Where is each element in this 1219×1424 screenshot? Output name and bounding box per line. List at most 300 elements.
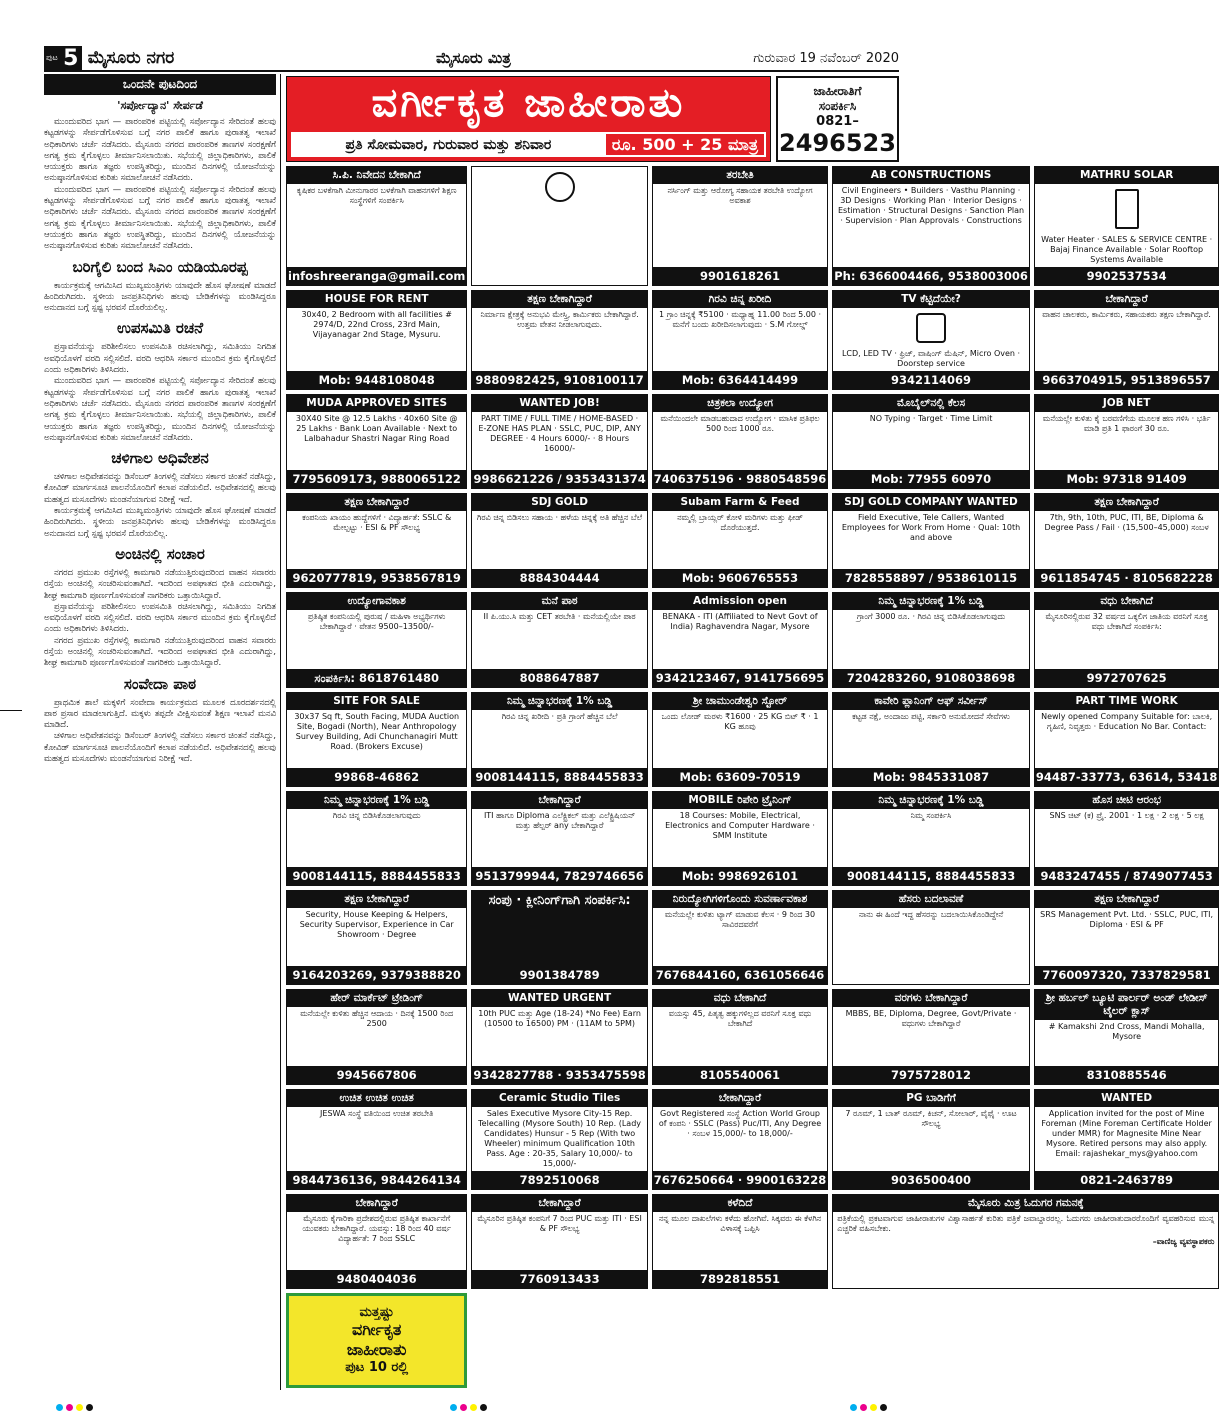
left-news-column [44, 74, 276, 1390]
classified-ad [652, 290, 828, 390]
ad-phone: 8105540061 [653, 1066, 827, 1084]
ad-phone: 7892510068 [472, 1171, 646, 1189]
ad-phone: 9164203269, 9379388820 [287, 966, 466, 984]
ad-text: JESWA ಸಂಸ್ಥೆ ವತಿಯಿಂದ ಉಚಿತ ತರಬೇತಿ [320, 1108, 434, 1118]
classified-ad [471, 989, 647, 1084]
ad-body [1035, 908, 1219, 966]
article-text: ಮುಂದುವರಿದ ಭಾಗ — ಪಾರಂಪರಿಕ ಪಟ್ಟಿಯಲ್ಲಿ ಸರ್ಪೋದ್ಯಾನ ಸೇರಿದಂತೆ ಹಲವು ಕಟ್ಟಡಗಳನ್ನು ಸೇರ್ಪಡೆಗೊಳಿಸುವ ಬಗ್ಗೆ ನಗರ ಪಾಲಿಕೆ ಹಾಗೂ ಪುರಾತತ್ವ ಇಲಾಖೆ ಅಧಿಕಾರಿಗಳು ಚರ್ಚೆ ನಡೆಸಿದರು. ಮೈಸೂರು ನಗರದ ಪಾರಂಪರಿಕ ತಾಣಗಳ ಸಂರಕ್ಷಣೆಗೆ ಅಗತ್ಯ ಕ್ರಮ ಕೈಗೊಳ್ಳಲು ತೀರ್ಮಾನಿಸಲಾಯಿತು. ಸಭೆಯಲ್ಲಿ ಜಿಲ್ಲಾಧಿಕಾರಿಗಳು, ಪಾಲಿಕೆ ಆಯುಕ್ತರು ಹಾಗೂ ತಜ್ಞರು ಉಪಸ್ಥಿತರಿದ್ದು, ಮುಂದಿನ ದಿನಗಳಲ್ಲಿ ಯೋಜನೆಯನ್ನು ಅನುಷ್ಠಾನಗೊಳಿಸುವ ಕುರಿತು ಸಮಾಲೋಚನೆ ನಡೆಸಿದರು. [44, 183, 276, 251]
ad-heading: ಸಿ.ಪಿ. ನಿವೇದನ ಬೇಕಾಗಿದೆ [287, 167, 466, 184]
registration-marks-right [850, 1404, 887, 1412]
promo-line: ವರ್ಗೀಕೃತ [351, 1320, 402, 1340]
schedule-strip [291, 132, 766, 157]
ad-text: ಕೃಷಿಕರ ಬಳಕೆಗಾಗಿ ಮೀನುಗಾರರ ಬಳಕೆಗಾಗಿ ವಾಹನಗಳಿಗೆ ಶಿಕ್ಷಣ ಸಂಸ್ಥೆಗಳಿಗೆ ಸಂಪರ್ಕಿಸಿ [296, 186, 457, 205]
ad-body [833, 511, 1029, 569]
ad-text: ನರ್ಸಿಂಗ್ ಮತ್ತು ಆರೋಗ್ಯ ಸಹಾಯಕ ತರಬೇತಿ ಉದ್ಯೋಗ ಅವಕಾಶ [667, 186, 813, 205]
classified-ad [652, 1089, 828, 1190]
classified-title: ವರ್ಗೀಕೃತ ಜಾಹೀರಾತು [371, 80, 686, 126]
classified-ad [471, 493, 647, 588]
ad-body [472, 809, 646, 867]
classified-ad [471, 791, 647, 886]
ad-heading: ತಕ್ಷಣ ಬೇಕಾಗಿದ್ದಾರೆ [1035, 891, 1219, 908]
ad-body [287, 809, 466, 867]
ad-body [287, 908, 466, 966]
ad-text: ಮೈಸೂರು ಕೈಗಾರಿಕಾ ಪ್ರದೇಶದಲ್ಲಿರುವ ಪ್ರತಿಷ್ಠಿತ ಕಾರ್ಖಾನೆಗೆ ಯುವಕರು ಬೇಕಾಗಿದ್ದಾರೆ. ಯವಸ್ಸು: 18 ರಿಂದ 40 ವರ್ಷ ವಿದ್ಯಾರ್ಹತೆ: 7 ರಿಂದ SSLC [302, 1213, 451, 1243]
black-dot [480, 1404, 487, 1411]
ad-body [833, 1107, 1029, 1171]
ad-phone: Mob: 9986926101 [653, 867, 827, 885]
ad-phone: 9513799944, 7829746656 [472, 867, 646, 885]
ad-phone: 7406375196 · 9880548596 [653, 472, 827, 487]
classified-ad [832, 890, 1030, 985]
classified-ad [471, 1194, 647, 1289]
masthead-rule [44, 70, 899, 72]
ad-text: ಮನೆಯಿಂದಲೇ ಮಾಡಬಹುದಾದ ಉದ್ಯೋಗ · ಮಾಸಿಕ ಪ್ರತಿಫಲ 500 ರಿಂದ 1000 ರೂ. [660, 414, 820, 433]
ad-text: ಪ್ರತಿಷ್ಠಿತ ಕಂಪನಿಯಲ್ಲಿ ಪುರುಷ / ಮಹಿಳಾ ಅಭ್ಯರ್ಥಿಗಳು ಬೇಕಾಗಿದ್ದಾರೆ · ವೇತನ 9500–13500/- [307, 612, 446, 632]
ad-body [1035, 1107, 1219, 1171]
fan-icon [545, 172, 575, 202]
ad-body [472, 1212, 646, 1270]
ad-phone: 9902537534 [1035, 267, 1219, 285]
notice-text: ಪತ್ರಿಕೆಯಲ್ಲಿ ಪ್ರಕಟವಾಗುವ ಜಾಹೀರಾತುಗಳ ವಿಶ್ವಾಸಾರ್ಹತೆ ಕುರಿತು ಪತ್ರಿಕೆ ಜವಾಬ್ದಾರರಲ್ಲ. ಓದುಗರು ಜಾಹೀರಾತುದಾರರೊಂದಿಗೆ ವ್ಯವಹರಿಸುವ ಮುನ್ನ ಎಚ್ಚರಿಕೆ ವಹಿಸಬೇಕು. [837, 1213, 1215, 1233]
headline: ಚಳಿಗಾಲ ಅಧಿವೇಶನ [111, 449, 209, 468]
paper-name: ಮೈಸೂರು ಮಿತ್ರ [435, 49, 511, 67]
classified-ad [832, 1089, 1030, 1190]
ad-phone: 9901618261 [653, 267, 827, 285]
ad-heading: WANTED URGENT [472, 990, 646, 1007]
ad-body [833, 308, 1029, 371]
ad-phone: Mob: 9845331087 [833, 768, 1029, 786]
classified-ad [471, 692, 647, 787]
cyan-dot [450, 1404, 457, 1411]
classified-ad [286, 394, 467, 489]
headline: ಬರಿಗೈಲಿ ಬಂದ ಸಿಎಂ ಯಡಿಯೂರಪ್ಪ [72, 257, 248, 276]
article-text: ಮುಂದುವರಿದ ಭಾಗ — ಪಾರಂಪರಿಕ ಪಟ್ಟಿಯಲ್ಲಿ ಸರ್ಪೋದ್ಯಾನ ಸೇರಿದಂತೆ ಹಲವು ಕಟ್ಟಡಗಳನ್ನು ಸೇರ್ಪಡೆಗೊಳಿಸುವ ಬಗ್ಗೆ ನಗರ ಪಾಲಿಕೆ ಹಾಗೂ ಪುರಾತತ್ವ ಇಲಾಖೆ ಅಧಿಕಾರಿಗಳು ಚರ್ಚೆ ನಡೆಸಿದರು. ಮೈಸೂರು ನಗರದ ಪಾರಂಪರಿಕ ತಾಣಗಳ ಸಂರಕ್ಷಣೆಗೆ ಅಗತ್ಯ ಕ್ರಮ ಕೈಗೊಳ್ಳಲು ತೀರ್ಮಾನಿಸಲಾಯಿತು. ಸಭೆಯಲ್ಲಿ ಜಿಲ್ಲಾಧಿಕಾರಿಗಳು, ಪಾಲಿಕೆ ಆಯುಕ್ತರು ಹಾಗೂ ತಜ್ಞರು ಉಪಸ್ಥಿತರಿದ್ದು, ಮುಂದಿನ ದಿನಗಳಲ್ಲಿ ಯೋಜನೆಯನ್ನು ಅನುಷ್ಠಾನಗೊಳಿಸುವ ಕುರಿತು ಸಮಾಲೋಚನೆ ನಡೆಸಿದರು. [44, 375, 276, 442]
ad-phone: 9880982425, 9108100117 [472, 371, 646, 389]
registration-marks-center [450, 1404, 487, 1412]
ad-body [287, 710, 466, 768]
classified-ad [286, 1194, 467, 1289]
ad-heading: ಬೇಕಾಗಿದ್ದಾರೆ [287, 1195, 466, 1212]
classified-ad [652, 1194, 828, 1289]
ad-text: ನಾನು ಈ ಹಿಂದೆ ಇದ್ದ ಹೆಸರನ್ನು ಬದಲಾಯಿಸಿಕೊಂಡಿದ್ದೇನೆ [858, 910, 1004, 920]
ad-heading: SDJ GOLD [472, 494, 646, 511]
ad-text: # Kamakshi 2nd Cross, Mandi Mohalla, Mysore [1048, 1022, 1205, 1042]
ad-phone: 9008144115, 8884455833 [287, 867, 466, 885]
promo-line: ಪುಟ 10 ರಲ್ಲಿ [345, 1360, 409, 1376]
headline: ಅಂಚಿನಲ್ಲಿ ಸಂಚಾರ [115, 544, 205, 563]
ad-heading: ತರಬೇತಿ [653, 167, 827, 184]
ad-heading: ಶ್ರೀ ಚಾಮುಂಡೇಶ್ವರಿ ಸ್ಟೋರ್ [653, 693, 827, 710]
ad-text: Security, House Keeping & Helpers, Security Supervisor, Experience in Car Showroom · Degree [299, 910, 454, 940]
ad-body [287, 511, 466, 569]
ad-phone: 9986621226 / 9353431374 [473, 472, 646, 487]
masthead [44, 46, 899, 70]
ad-phone: 8310885546 [1035, 1066, 1219, 1084]
ad-phone: 9483247455 / 8749077453 [1035, 867, 1219, 885]
ad-heading: ಬೇಕಾಗಿದ್ದಾರೆ [472, 1195, 646, 1212]
publish-days: ಪ್ರತಿ ಸೋಮವಾರ, ಗುರುವಾರ ಮತ್ತು ಶನಿವಾರ [345, 136, 552, 153]
classified-ad [286, 166, 467, 286]
ad-phone: 99868-46862 [287, 768, 466, 786]
section-name: ಮೈಸೂರು ನಗರ [87, 48, 175, 68]
article-text: ಮುಂದುವರಿದ ಭಾಗ — ಪಾರಂಪರಿಕ ಪಟ್ಟಿಯಲ್ಲಿ ಸರ್ಪೋದ್ಯಾನ ಸೇರಿದಂತೆ ಹಲವು ಕಟ್ಟಡಗಳನ್ನು ಸೇರ್ಪಡೆಗೊಳಿಸುವ ಬಗ್ಗೆ ನಗರ ಪಾಲಿಕೆ ಹಾಗೂ ಪುರಾತತ್ವ ಇಲಾಖೆ ಅಧಿಕಾರಿಗಳು ಚರ್ಚೆ ನಡೆಸಿದರು. ಮೈಸೂರು ನಗರದ ಪಾರಂಪರಿಕ ತಾಣಗಳ ಸಂರಕ್ಷಣೆಗೆ ಅಗತ್ಯ ಕ್ರಮ ಕೈಗೊಳ್ಳಲು ತೀರ್ಮಾನಿಸಲಾಯಿತು. ಸಭೆಯಲ್ಲಿ ಜಿಲ್ಲಾಧಿಕಾರಿಗಳು, ಪಾಲಿಕೆ ಆಯುಕ್ತರು ಹಾಗೂ ತಜ್ಞರು ಉಪಸ್ಥಿತರಿದ್ದು, ಮುಂದಿನ ದಿನಗಳಲ್ಲಿ ಯೋಜನೆಯನ್ನು ಅನುಷ್ಠಾನಗೊಳಿಸುವ ಕುರಿತು ಸಮಾಲೋಚನೆ ನಡೆಸಿದರು. [44, 116, 276, 183]
ad-body [653, 610, 827, 668]
ad-text: 7 ರೂಮ್, 1 ಬಾತ್ ರೂಮ್, ಕಿಚನ್, ಸೋಲಾರ್, ವೈಫೈ · ಊಟ ಸೌಲಭ್ಯ [845, 1108, 1017, 1128]
ad-phone: 9663704915, 9513896557 [1035, 371, 1219, 389]
promo-line: ಜಾಹೀರಾತು [346, 1340, 407, 1360]
ad-text: ಕಟ್ಟಡ ನಕ್ಷೆ, ಅಂದಾಜು ಪಟ್ಟಿ, ಸರ್ಕಾರಿ ಅನುಮೋದನೆ ಸೇವೆಗಳು [852, 711, 1010, 721]
ad-text: 10th PUC ಮತ್ತು Age (18-24) *No Fee) Earn (10500 to 16500) PM · (11AM to 5PM) [478, 1009, 641, 1029]
ad-heading: ಬೇಕಾಗಿದ್ದಾರೆ [653, 1090, 827, 1107]
article-text: ನಗರದ ಪ್ರಮುಖ ರಸ್ತೆಗಳಲ್ಲಿ ಕಾಮಗಾರಿ ನಡೆಯುತ್ತಿರುವುದರಿಂದ ವಾಹನ ಸವಾರರು ರಸ್ತೆಯ ಅಂಚಿನಲ್ಲಿ ಸಂಚರಿಸುವಂತಾಗಿದೆ. ಇದರಿಂದ ಅಪಘಾತದ ಭೀತಿ ಎದುರಾಗಿದ್ದು, ಶೀಘ್ರ ಕಾಮಗಾರಿ ಪೂರ್ಣಗೊಳಿಸುವಂತೆ ನಾಗರಿಕರು ಒತ್ತಾಯಿಸಿದ್ದಾರೆ. [44, 634, 276, 668]
ad-heading: MUDA APPROVED SITES [287, 395, 466, 412]
ad-body [472, 308, 646, 371]
ad-text: ವಾಹನ ಚಾಲಕರು, ಕಾರ್ಮಿಕರು, ಸಹಾಯಕರು ತಕ್ಷಣ ಬೇಕಾಗಿದ್ದಾರೆ. [1042, 310, 1211, 319]
column-divider [280, 74, 281, 1390]
ad-text: ನಮ್ಮಲ್ಲಿ ಬ್ರಾಯ್ಲರ್ ಕೋಳಿ ಮರಿಗಳು ಮತ್ತು ಫೀಡ್ ದೊರೆಯುತ್ತದೆ. [677, 513, 803, 533]
tv-icon [916, 313, 946, 343]
ad-heading: Admission open [653, 593, 827, 610]
ad-heading: ಶ್ರೀ ಹರ್ಬಲ್ ಬ್ಯೂಟಿ ಪಾರ್ಲರ್ ಅಂಡ್ ಲೇಡೀಸ್ ಟೈಲರ್ ಕ್ಲಾಸ್ [1035, 990, 1219, 1020]
ad-body [472, 710, 646, 768]
ad-heading: ಹೆಸರು ಬದಲಾವಣೆ [833, 891, 1029, 908]
ad-heading: SITE FOR SALE [287, 693, 466, 710]
article-text: ಕಾರ್ಯಕ್ರಮಕ್ಕೆ ಆಗಮಿಸಿದ ಮುಖ್ಯಮಂತ್ರಿಗಳು ಯಾವುದೇ ಹೊಸ ಘೋಷಣೆ ಮಾಡದೆ ಹಿಂದಿರುಗಿದರು. ಸ್ಥಳೀಯ ಜನಪ್ರತಿನಿಧಿಗಳು ಹಲವು ಬೇಡಿಕೆಗಳನ್ನು ಮಂಡಿಸಿದ್ದರೂ ಅನುದಾನದ ಬಗ್ಗೆ ಸ್ಪಷ್ಟ ಭರವಸೆ ದೊರೆಯಲಿಲ್ಲ. [44, 279, 276, 313]
ad-phone: 9945667806 [287, 1066, 466, 1084]
ad-heading: ಗಿರವಿ ಚಿನ್ನ ಖರೀದಿ [653, 291, 827, 308]
ad-body [1035, 511, 1219, 569]
ad-phone: Mob: 97318 91409 [1035, 470, 1219, 488]
ad-body [1035, 184, 1219, 267]
ad-text: ಮೈಸೂರಿನ ಪ್ರತಿಷ್ಠಿತ ಕಂಪನಿಗೆ 7 ರಿಂದ PUC ಮತ್ತು ITI · ESI & PF ಸೌಲಭ್ಯ [477, 1213, 642, 1233]
ad-heading: JOB NET [1035, 395, 1219, 412]
ad-heading: ವಧು ಬೇಕಾಗಿದೆ [1035, 593, 1219, 610]
classified-ad [286, 692, 467, 787]
ad-body [653, 412, 827, 470]
ad-text: II ಪಿ.ಯು.ಸಿ ಮತ್ತು CET ತರಬೇತಿ · ಮನೆಯಲ್ಲಿಯೇ ಪಾಠ [483, 612, 636, 622]
ad-phone: 7676844160, 6361056646 [653, 966, 827, 984]
classified-ad [471, 290, 647, 390]
article-text: ಪ್ರಸ್ತಾವನೆಯನ್ನು ಪರಿಶೀಲಿಸಲು ಉಪಸಮಿತಿ ರಚಿಸಲಾಗಿದ್ದು, ಸಮಿತಿಯು ನಿಗದಿತ ಅವಧಿಯೊಳಗೆ ವರದಿ ಸಲ್ಲಿಸಲಿದೆ. ವರದಿ ಆಧರಿಸಿ ಸರ್ಕಾರ ಮುಂದಿನ ಕ್ರಮ ಕೈಗೊಳ್ಳಲಿದೆ ಎಂದು ಅಧಿಕಾರಿಗಳು ತಿಳಿಸಿದರು. [44, 341, 276, 375]
classified-ad [286, 493, 467, 588]
ad-text: ITI ಹಾಗೂ Diploma ಎಲೆಕ್ಟ್ರಿಕಲ್ ಮತ್ತು ಎಲೆಕ್ಟ್ರಿಷಿಯನ್ ಮತ್ತು ಹೆಲ್ಪರ್ any ಬೇಕಾಗಿದ್ದಾರೆ [483, 810, 636, 830]
ad-heading: ಮೊಬೈಲ್‌ನಲ್ಲಿ ಕೆಲಸ [833, 395, 1029, 412]
ad-body [833, 908, 1029, 984]
classified-ad [1034, 989, 1219, 1084]
ad-text: BENAKA - ITI (Affiliated to Nevt Govt of India) Raghavendra Nagar, Mysore [662, 612, 818, 632]
classified-ad [1034, 791, 1219, 886]
ad-heading: TV ಕೆಟ್ಟಿದೆಯೇ? [833, 291, 1029, 308]
ad-phone: 9901384789 [472, 966, 646, 984]
ad-phone: 9844736136, 9844264134 [287, 1171, 466, 1189]
ad-phone: Mob: 6364414499 [653, 371, 827, 389]
ad-text: 30X40 Site @ 12.5 Lakhs · 40x60 Site @ 25 Lakhs · Bank Loan Available · Next to Lalbahadur Shastri Nagar Ring Road [295, 414, 458, 443]
page-tag [44, 46, 82, 70]
ad-text: ಗ್ರಾಂಗೆ 3000 ರೂ. · ಗಿರವಿ ಚಿನ್ನ ಬಿಡಿಸಿಕೊಡಲಾಗುವುದು [856, 612, 1006, 622]
classified-ad [832, 493, 1030, 588]
ad-body [287, 610, 466, 668]
classified-ad [652, 394, 828, 489]
ad-text: PART TIME / FULL TIME / HOME-BASED · E-ZONE HAS PLAN · SSLC, PUC, DIP, ANY DEGREE · 4 Hours 6000/- · 8 Hours 16000/- [478, 414, 641, 453]
magenta-dot [860, 1404, 867, 1411]
black-dot [86, 1404, 93, 1411]
classified-ad [1034, 592, 1219, 687]
headline: ಉಪಸಮಿತಿ ರಚನೆ [116, 319, 204, 338]
ad-text: ಗಿರವಿ ಚಿನ್ನ ಬಿಡಿಸಿಕೊಡಲಾಗುವುದು [332, 810, 421, 820]
ad-text: Field Executive, Tele Callers, Wanted Employees for Work From Home · Qual: 10th and above [841, 513, 1021, 543]
ad-heading: ತಕ್ಷಣ ಬೇಕಾಗಿದ್ದಾರೆ [287, 494, 466, 511]
classified-ad [652, 592, 828, 687]
ad-body [653, 710, 827, 768]
ad-phone: 9008144115, 8884455833 [833, 867, 1029, 885]
article-kicker: 'ಸರ್ಪೋದ್ಯಾನ' ಸೇರ್ಪಡೆ [117, 99, 203, 112]
ad-heading: ವಧು ಬೇಕಾಗಿದೆ [653, 990, 827, 1007]
headline: ಸಂವೇದಾ ಪಾಠ [123, 674, 197, 693]
page-number: 5 [60, 46, 82, 70]
ad-phone: 8088647887 [472, 669, 646, 687]
ad-body [1035, 1020, 1219, 1065]
margin-mark [0, 710, 22, 711]
classified-ad [832, 166, 1030, 286]
ad-heading: ವರಗಳು ಬೇಕಾಗಿದ್ದಾರೆ [833, 990, 1029, 1007]
ad-body [1035, 710, 1219, 768]
ad-phone: 9342114069 [833, 371, 1029, 389]
ad-heading: HOUSE FOR RENT [287, 291, 466, 308]
ad-phone: 7760913433 [472, 1270, 646, 1288]
classified-ad [1034, 890, 1219, 985]
ad-body [1035, 809, 1219, 867]
classified-ad [1034, 692, 1219, 787]
ad-heading: ಬೇಕಾಗಿದ್ದಾರೆ [1035, 291, 1219, 308]
ad-phone: 7892818551 [653, 1270, 827, 1288]
classified-ad [1034, 166, 1219, 286]
article-text: ಕಾರ್ಯಕ್ರಮಕ್ಕೆ ಆಗಮಿಸಿದ ಮುಖ್ಯಮಂತ್ರಿಗಳು ಯಾವುದೇ ಹೊಸ ಘೋಷಣೆ ಮಾಡದೆ ಹಿಂದಿರುಗಿದರು. ಸ್ಥಳೀಯ ಜನಪ್ರತಿನಿಧಿಗಳು ಹಲವು ಬೇಡಿಕೆಗಳನ್ನು ಮಂಡಿಸಿದ್ದರೂ ಅನುದಾನದ ಬಗ್ಗೆ ಸ್ಪಷ್ಟ ಭರವಸೆ ದೊರೆಯಲಿಲ್ಲ. [44, 505, 276, 538]
ad-body [833, 412, 1029, 470]
ad-heading: ನಿಮ್ಮ ಚಿನ್ನಾಭರಣಕ್ಕೆ 1% ಬಡ್ಡಿ [833, 593, 1029, 610]
ad-phone: 7204283260, 9108038698 [833, 669, 1029, 687]
ad-heading: ಬೇಕಾಗಿದ್ದಾರೆ [472, 792, 646, 809]
contact-label: ಜಾಹೀರಾತಿಗೆ [813, 84, 862, 98]
ad-body [833, 1007, 1029, 1065]
classified-ad [832, 692, 1030, 787]
ad-heading: WANTED JOB! [472, 395, 646, 412]
ad-phone: 7795609173, 9880065122 [287, 470, 466, 488]
ad-body [287, 412, 466, 470]
page-date: ಗುರುವಾರ 19 ನವೆಂಬರ್ 2020 [753, 50, 899, 66]
ad-heading: ತಕ್ಷಣ ಬೇಕಾಗಿದ್ದಾರೆ [472, 291, 646, 308]
black-dot [880, 1404, 887, 1411]
ad-phone: 8884304444 [472, 569, 646, 587]
classified-ad [652, 166, 828, 286]
classified-ad [832, 791, 1030, 886]
cyan-dot [850, 1404, 857, 1411]
ad-text: 30x40, 2 Bedroom with all facilities # 2974/D, 22nd Cross, 23rd Main, Vijayanagar 2nd Stage, Mysuru. [301, 310, 452, 339]
registration-marks-left [56, 1404, 93, 1412]
ad-phone: 7975728012 [833, 1066, 1029, 1084]
ad-body [472, 891, 646, 966]
classified-ad [286, 290, 467, 390]
continued-banner: ಒಂದನೇ ಪುಟದಿಂದ [44, 74, 276, 95]
classified-ad [471, 592, 647, 687]
ad-heading: ಚಿತ್ರಕಲಾ ಉದ್ಯೋಗ [653, 395, 827, 412]
ad-heading: PART TIME WORK [1035, 693, 1219, 710]
ad-body [472, 511, 646, 569]
article-text: ಪ್ರಾಥಮಿಕ ಶಾಲೆ ಮಕ್ಕಳಿಗೆ ಸಂವೇದಾ ಕಾರ್ಯಕ್ರಮದ ಮೂಲಕ ದೂರದರ್ಶನದಲ್ಲಿ ಪಾಠ ಪ್ರಸಾರ ಮಾಡಲಾಗುತ್ತಿದೆ. ಮಕ್ಕಳು ತಪ್ಪದೇ ವೀಕ್ಷಿಸುವಂತೆ ಶಿಕ್ಷಣ ಇಲಾಖೆ ಮನವಿ ಮಾಡಿದೆ. [44, 696, 276, 730]
ad-text: Water Heater · SALES & SERVICE CENTRE · Bajaj Finance Available · Solar Rooftop Systems Available [1041, 235, 1213, 264]
classified-ad [286, 592, 467, 687]
yellow-dot [76, 1404, 83, 1411]
classified-ad [471, 1089, 647, 1190]
ad-text: ನಿರ್ಮಾಣ ಕ್ಷೇತ್ರಕ್ಕೆ ಅನುಭವಿ ಮೇಸ್ತ್ರಿ, ಕಾರ್ಮಿಕರು ಬೇಕಾಗಿದ್ದಾರೆ. ಉತ್ತಮ ವೇತನ ನೀಡಲಾಗುವುದು. [480, 310, 639, 329]
ad-body [653, 1107, 827, 1171]
ad-phone: Mob: 9606765553 [653, 569, 827, 587]
ad-heading: ನಿಮ್ಮ ಚಿನ್ನಾಭರಣಕ್ಕೆ 1% ಬಡ್ಡಿ [472, 693, 646, 710]
cyan-dot [56, 1404, 63, 1411]
ad-heading: ತಕ್ಷಣ ಬೇಕಾಗಿದ್ದಾರೆ [1035, 494, 1219, 511]
ad-text: ಮನೆಯಲ್ಲೇ ಕುಳಿತು ಟ್ಯಾಗ್ ಮಾಡುವ ಕೆಲಸ · 9 ರಿಂದ 30 ಸಾವಿರದವರೆಗೆ [664, 910, 816, 930]
classified-ad [471, 394, 647, 489]
ad-heading: MATHRU SOLAR [1035, 167, 1219, 184]
ad-body [833, 610, 1029, 668]
article-text: ಚಳಿಗಾಲ ಅಧಿವೇಶನವನ್ನು ಡಿಸೆಂಬರ್ ತಿಂಗಳಲ್ಲಿ ನಡೆಸಲು ಸರ್ಕಾರ ಚಿಂತನೆ ನಡೆಸಿದ್ದು, ಕೋವಿಡ್ ಮಾರ್ಗಸೂಚಿ ಪಾಲನೆಯೊಂದಿಗೆ ಕಲಾಪ ನಡೆಯಲಿದೆ. ಅಧಿವೇಶನದಲ್ಲಿ ಹಲವು ಮಹತ್ವದ ಮಸೂದೆಗಳು ಮಂಡನೆಯಾಗುವ ನಿರೀಕ್ಷೆ ಇದೆ. [44, 730, 276, 764]
yellow-dot [870, 1404, 877, 1411]
ad-body [287, 184, 466, 267]
ad-heading: ಕಳೆದಿದೆ [653, 1195, 827, 1212]
ad-heading: PG ಬಾಡಿಗೆಗೆ [833, 1090, 1029, 1107]
ad-phone: 7760097320, 7337829581 [1035, 966, 1219, 984]
ad-phone: Mob: 77955 60970 [833, 470, 1029, 488]
classified-ad [652, 493, 828, 588]
ad-phone: 0821-2463789 [1035, 1171, 1219, 1189]
article-text: ಪ್ರಸ್ತಾವನೆಯನ್ನು ಪರಿಶೀಲಿಸಲು ಉಪಸಮಿತಿ ರಚಿಸಲಾಗಿದ್ದು, ಸಮಿತಿಯು ನಿಗದಿತ ಅವಧಿಯೊಳಗೆ ವರದಿ ಸಲ್ಲಿಸಲಿದೆ. ವರದಿ ಆಧರಿಸಿ ಸರ್ಕಾರ ಮುಂದಿನ ಕ್ರಮ ಕೈಗೊಳ್ಳಲಿದೆ ಎಂದು ಅಧಿಕಾರಿಗಳು ತಿಳಿಸಿದರು. [44, 600, 276, 634]
ad-body [653, 809, 827, 867]
ad-heading: ತಕ್ಷಣ ಬೇಕಾಗಿದ್ದಾರೆ [287, 891, 466, 908]
ad-contact-box [776, 76, 899, 162]
ad-body [833, 809, 1029, 867]
ad-body [287, 1007, 466, 1065]
notice-title: ಮೈಸೂರು ಮಿತ್ರ ಓದುಗರ ಗಮನಕ್ಕೆ [833, 1195, 1218, 1212]
classified-ad [832, 989, 1030, 1084]
ad-price: ರೂ. 500 + 25 ಮಾತ್ರ [606, 134, 764, 155]
ad-text: 18 Courses: Mobile, Electrical, Electronics and Computer Hardware · SMM Institute [665, 810, 815, 840]
ad-body [653, 308, 827, 371]
ad-phone: 9480404036 [287, 1270, 466, 1288]
ad-body [653, 184, 827, 267]
ad-text: ಸಂಪು · ಕ್ಲೀನಿಂಗ್‌ಗಾಗಿ ಸಂಪರ್ಕಿಸಿ: [488, 893, 631, 909]
classified-ad [832, 394, 1030, 489]
ad-body [1035, 412, 1219, 470]
contact-phone: 2496523 [779, 129, 896, 157]
promo-line: ಮತ್ತಷ್ಟು [359, 1305, 394, 1321]
classified-ad [1034, 290, 1219, 390]
magenta-dot [66, 1404, 73, 1411]
yellow-dot [470, 1404, 477, 1411]
contact-label: ಸಂಪರ್ಕಿಸಿ [818, 99, 857, 113]
ad-body [833, 184, 1029, 267]
article-text: ಚಳಿಗಾಲ ಅಧಿವೇಶನವನ್ನು ಡಿಸೆಂಬರ್ ತಿಂಗಳಲ್ಲಿ ನಡೆಸಲು ಸರ್ಕಾರ ಚಿಂತನೆ ನಡೆಸಿದ್ದು, ಕೋವಿಡ್ ಮಾರ್ಗಸೂಚಿ ಪಾಲನೆಯೊಂದಿಗೆ ಕಲಾಪ ನಡೆಯಲಿದೆ. ಅಧಿವೇಶನದಲ್ಲಿ ಹಲವು ಮಹತ್ವದ ಮಸೂದೆಗಳು ಮಂಡನೆಯಾಗುವ ನಿರೀಕ್ಷೆ ಇದೆ. [44, 471, 276, 504]
solar-panel-icon [1115, 189, 1139, 229]
ad-text: ವಯಸ್ಸು 45, ಪಿತೃತ್ವ ಹಕ್ಕುಗಳಿಲ್ಲದ ವರನಿಗೆ ಸೂಕ್ತ ವಧು ಬೇಕಾಗಿದೆ [668, 1009, 812, 1029]
ad-heading: ಹೊಸ ಚೀಟಿ ಆರಂಭ [1035, 792, 1219, 809]
ad-heading: ಉಚಿತ ಉಚಿತ ಉಚಿತ [287, 1090, 466, 1107]
ad-heading: ಹೇರ್ ಮಾರ್ಕೆಟ್ ಟ್ರೇಡಿಂಗ್ [287, 990, 466, 1007]
ad-phone: 9008144115, 8884455833 [472, 768, 646, 786]
classified-ad [652, 989, 828, 1084]
ad-heading: ನಿರುದ್ಯೋಗಿಗಳಿಗೊಂದು ಸುವರ್ಣಾವಕಾಶ [653, 891, 827, 908]
ad-phone: 9611854745 · 8105682228 [1035, 569, 1219, 587]
classified-ad [652, 890, 828, 985]
ad-body [287, 1107, 466, 1171]
classified-ad [1034, 493, 1219, 588]
ad-heading: ನಿಮ್ಮ ಚಿನ್ನಾಭರಣಕ್ಕೆ 1% ಬಡ್ಡಿ [833, 792, 1029, 809]
classified-ad [286, 791, 467, 886]
ad-heading: ಕಾವೇರಿ ಪ್ಲಾನಿಂಗ್ ಆಫ್ ಸರ್ವೀಸ್ [833, 693, 1029, 710]
ad-heading: AB CONSTRUCTIONS [833, 167, 1029, 184]
ad-text: SRS Management Pvt. Ltd. · SSLC, PUC, ITI, Diploma · ESI & PF [1040, 910, 1214, 930]
ad-text: Newly opened Company Suitable for: ಬಾಲಕಿ, ಗೃಹಿಣಿ, ನಿವೃತ್ತರು · Education No Bar. Contact: [1041, 711, 1213, 731]
ad-phone: 9342827788 · 9353475598 [473, 1067, 646, 1082]
ad-heading: ಉದ್ಯೋಗಾವಕಾಶ [287, 593, 466, 610]
ad-heading: ನಿಮ್ಮ ಚಿನ್ನಾಭರಣಕ್ಕೆ 1% ಬಡ್ಡಿ [287, 792, 466, 809]
classified-ad [652, 791, 828, 886]
magenta-dot [460, 1404, 467, 1411]
article-text: ನಗರದ ಪ್ರಮುಖ ರಸ್ತೆಗಳಲ್ಲಿ ಕಾಮಗಾರಿ ನಡೆಯುತ್ತಿರುವುದರಿಂದ ವಾಹನ ಸವಾರರು ರಸ್ತೆಯ ಅಂಚಿನಲ್ಲಿ ಸಂಚರಿಸುವಂತಾಗಿದೆ. ಇದರಿಂದ ಅಪಘಾತದ ಭೀತಿ ಎದುರಾಗಿದ್ದು, ಶೀಘ್ರ ಕಾಮಗಾರಿ ಪೂರ್ಣಗೊಳಿಸುವಂತೆ ನಾಗರಿಕರು ಒತ್ತಾಯಿಸಿದ್ದಾರೆ. [44, 566, 276, 600]
notice-sign: –ವಾಣಿಜ್ಯ ವ್ಯವಸ್ಥಾಪಕರು [1152, 1236, 1215, 1246]
ad-body [653, 1212, 827, 1270]
classified-ad [286, 989, 467, 1084]
ad-phone: Ph: 6366004466, 9538003006 [834, 269, 1028, 283]
ad-body [287, 1212, 466, 1270]
notice-body [833, 1212, 1218, 1288]
ad-text: ಗಿರವಿ ಚಿನ್ನ ಬಿಡಿಸಲು ಸಹಾಯ · ಹಳೆಯ ಚಿನ್ನಕ್ಕೆ ಅತಿ ಹೆಚ್ಚಿನ ಬೆಲೆ [477, 513, 643, 523]
classified-ad [1034, 394, 1219, 489]
ad-body [287, 308, 466, 371]
ad-text: ಕಂಪನಿಯ ಖಾಯಂ ಹುದ್ದೆಗಳಿಗೆ · ವಿದ್ಯಾರ್ಹತೆ: SSLC & ಮೇಲ್ಪಟ್ಟು · ESI & PF ಸೌಲಭ್ಯ [302, 513, 452, 533]
classified-ad [471, 166, 647, 286]
ad-text: 30x37 Sq ft, South Facing, MUDA Auction Site, Bogadi (North), Near Anthropology Survey Building, Adi Chunchanagiri Mutt Road. (Brokers Excuse) [294, 711, 460, 751]
more-classifieds-promo [286, 1293, 467, 1388]
ad-text: ಒಂದು ಲೋಡ್ ಮರಳು ₹1600 · 25 KG ಬಿಟ್ ₹ · 1 KG ಹೂವು [661, 711, 819, 731]
classified-ad [832, 592, 1030, 687]
classified-ad [286, 1089, 467, 1190]
ad-heading: MOBILE ರಿಪೇರಿ ಟ್ರೈನಿಂಗ್ [653, 792, 827, 809]
ad-text: ಮೈಸೂರಿನಲ್ಲಿರುವ 32 ವರ್ಷದ ಒಕ್ಕಲಿಗ ಜಾತಿಯ ವರನಿಗೆ ಸೂಕ್ತ ವಧು ಬೇಕಾಗಿದೆ ಸಂಪರ್ಕಿಸಿ: [1045, 612, 1208, 632]
ad-body [472, 412, 646, 470]
ad-phone: Mob: 9448108048 [287, 371, 466, 389]
classified-ad [1034, 1089, 1219, 1190]
ad-text: NO Typing · Target · Time Limit [869, 414, 993, 423]
ad-body [653, 1007, 827, 1065]
ad-body [1035, 610, 1219, 668]
ad-phone: 9342123467, 9141756695 [653, 669, 827, 687]
ad-body [653, 511, 827, 569]
ad-text: 1 ಗ್ರಾಂ ಚಿನ್ನಕ್ಕೆ ₹5100 · ಮಧ್ಯಾಹ್ನ 11.00 ರಿಂದ 5.00 · ಮನೆಗೆ ಬಂದು ಖರೀದಿಸಲಾಗುವುದು · S.M ಗೋಲ್ಡ್ [658, 310, 822, 329]
ad-body [472, 1107, 646, 1171]
ad-text: Sales Executive Mysore City-15 Rep. Telecalling (Mysore South) 10 Rep. (Lady Candidates) Hunsur - 5 Rep (With two Wheeler) minimum Qualification 10th Pass. Age : 20-35, Salary 10,000/- to 15,000/- [478, 1108, 642, 1168]
ad-heading: ಮನೆ ಪಾಠ [472, 593, 646, 610]
ad-body [472, 610, 646, 668]
ad-phone: 7676250664 · 9900163228 [653, 1172, 827, 1187]
ad-text: LCD, LED TV · ಫ್ರಿಜ್, ವಾಷಿಂಗ್ ಮೆಷಿನ್, Micro Oven · Doorstep service [841, 349, 1021, 368]
ad-phone: 9620777819, 9538567819 [287, 569, 466, 587]
ad-text: 7th, 9th, 10th, PUC, ITI, BE, Diploma & Degree Pass / Fail · (15,500–45,000) ಸಂಬಳ [1044, 513, 1209, 533]
classified-ad [471, 890, 647, 985]
ad-text: ನಿಮ್ಮ ಸಂಪರ್ಕಿಸಿ [910, 810, 952, 820]
classified-ad-grid [286, 166, 1218, 1388]
ad-text: SNS ಚಿಟ್ (ಕ) ಪ್ರೈ. 2001 · 1 ಲಕ್ಷ · 2 ಲಕ್ಷ · 5 ಲಕ್ಷ [1049, 810, 1204, 820]
ad-body [472, 167, 646, 285]
ad-body [833, 710, 1029, 768]
